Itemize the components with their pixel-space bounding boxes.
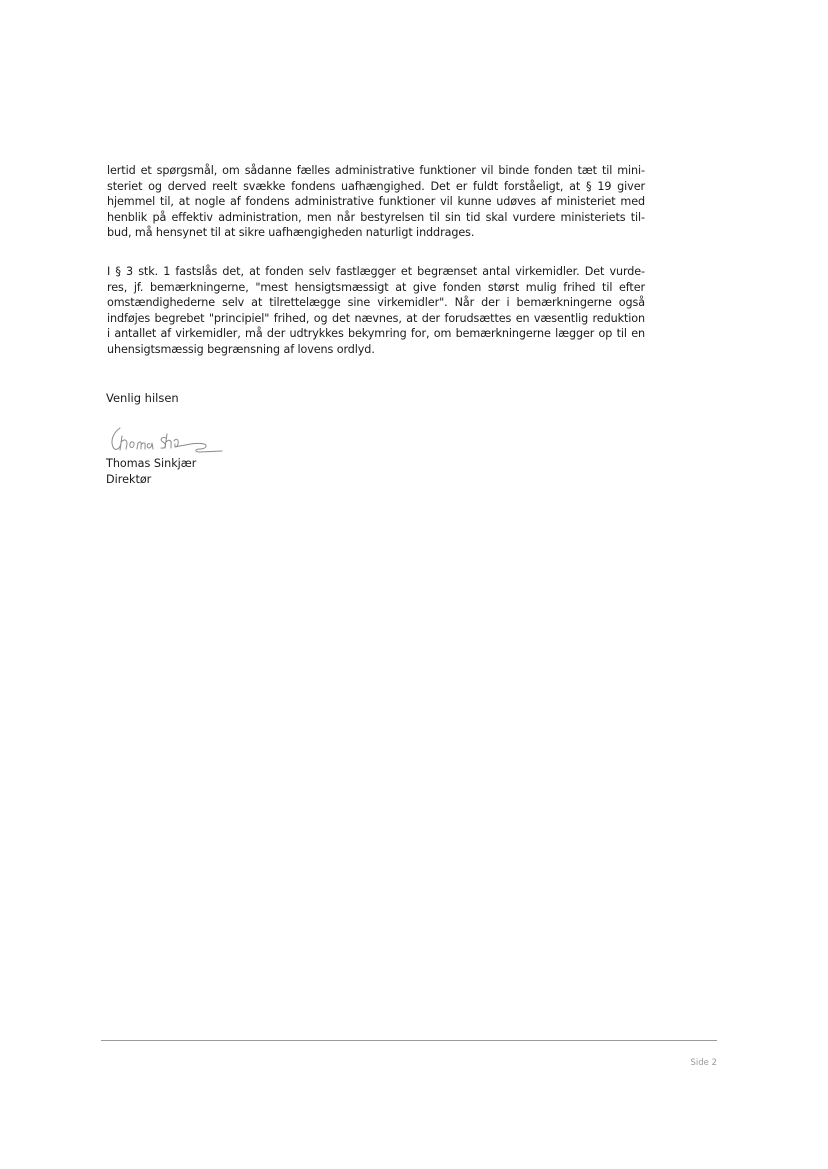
body-paragraph-2 bbox=[107, 264, 645, 358]
page-number: Side 2 bbox=[690, 1058, 717, 1068]
paragraph-line: henblik på effektiv administration, men når bestyrelsen til sin tid skal vurdere ministeriets til- bbox=[107, 210, 645, 224]
paragraph-line: hjemmel til, at nogle af fondens administrative funktioner vil kunne udøves af ministeriet med bbox=[107, 195, 645, 209]
signer-name: Thomas Sinkjær bbox=[106, 457, 197, 470]
footer-divider bbox=[101, 1040, 717, 1041]
signer-title: Direktør bbox=[106, 473, 152, 486]
paragraph-line: bud, må hensynet til at sikre uafhængigheden naturligt inddrages. bbox=[107, 226, 475, 240]
paragraph-line: steriet og derved reelt svække fondens uafhængighed. Det er fuldt forståeligt, at § 19 giver bbox=[107, 179, 645, 193]
paragraph-line: lertid et spørgsmål, om sådanne fælles administrative funktioner vil binde fonden tæt til mini- bbox=[107, 164, 645, 177]
paragraph-line: uhensigtsmæssig begrænsning af lovens ordlyd. bbox=[107, 342, 375, 356]
closing-greeting: Venlig hilsen bbox=[106, 391, 179, 405]
body-paragraph-1 bbox=[107, 163, 645, 241]
handwritten-signature bbox=[100, 414, 225, 458]
paragraph-line: res, jf. bemærkningerne, "mest hensigtsmæssigt at give fonden størst mulig frihed til efter bbox=[107, 280, 645, 294]
paragraph-line: indføjes begrebet "principiel" frihed, og det nævnes, at der forudsættes en væsentlig reduktion bbox=[107, 311, 645, 325]
paragraph-line: i antallet af virkemidler, må der udtrykkes bekymring for, om bemærkningerne lægger op til en bbox=[107, 327, 645, 341]
paragraph-line: I § 3 stk. 1 fastslås det, at fonden selv fastlægger et begrænset antal virkemidler. Det vurde- bbox=[107, 265, 645, 278]
paragraph-line: omstændighederne selv at tilrettelægge sine virkemidler". Når der i bemærkningerne også bbox=[107, 296, 645, 310]
